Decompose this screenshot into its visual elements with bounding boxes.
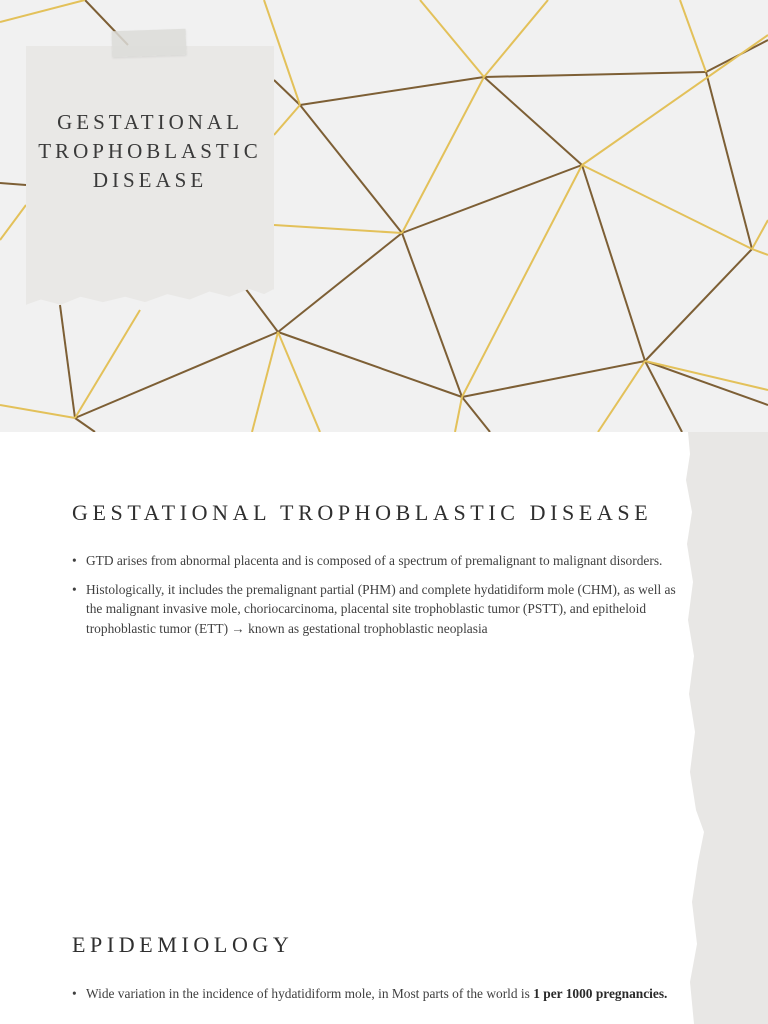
list-item [72, 551, 682, 571]
cover-slide [0, 0, 768, 432]
list-item [72, 580, 682, 639]
bullet-text: Histologically, it includes the premalignant partial (PHM) and complete hydatidiform mole (CHM), as well as the malignant invasive mole, choriocarcinoma, placental site trophoblastic tumor (PSTT), and epitheloid trophoblastic tumor (ETT) → known as gestational trophoblastic neoplasia [86, 581, 676, 636]
section2-heading: EPIDEMIOLOGY [72, 932, 294, 957]
section1-bullet-list [72, 551, 682, 647]
torn-paper-strip [684, 432, 768, 1024]
cover-title-line-2: TROPHOBLASTIC [38, 139, 262, 163]
section1-heading: GESTATIONAL TROPHOBLASTIC DISEASE [72, 500, 653, 525]
bullet-marker: • [72, 986, 77, 1001]
cover-title [26, 108, 274, 195]
bullet-text: GTD arises from abnormal placenta and is composed of a spectrum of premalignant to malignant disorders. [86, 553, 663, 568]
bullet-marker: • [72, 553, 77, 568]
cover-title-line-3: DISEASE [92, 168, 208, 192]
list-item [72, 984, 682, 1004]
section2-bullet-list [72, 984, 682, 1013]
content-slide [0, 432, 768, 1024]
tape-strip [112, 29, 187, 58]
cover-title-line-1: GESTATIONAL [57, 110, 243, 134]
bullet-marker: • [72, 581, 77, 597]
bullet-bold-text: 1 per 1000 pregnancies. [533, 986, 668, 1001]
bullet-text: Wide variation in the incidence of hydatidiform mole, in Most parts of the world is [86, 986, 530, 1001]
